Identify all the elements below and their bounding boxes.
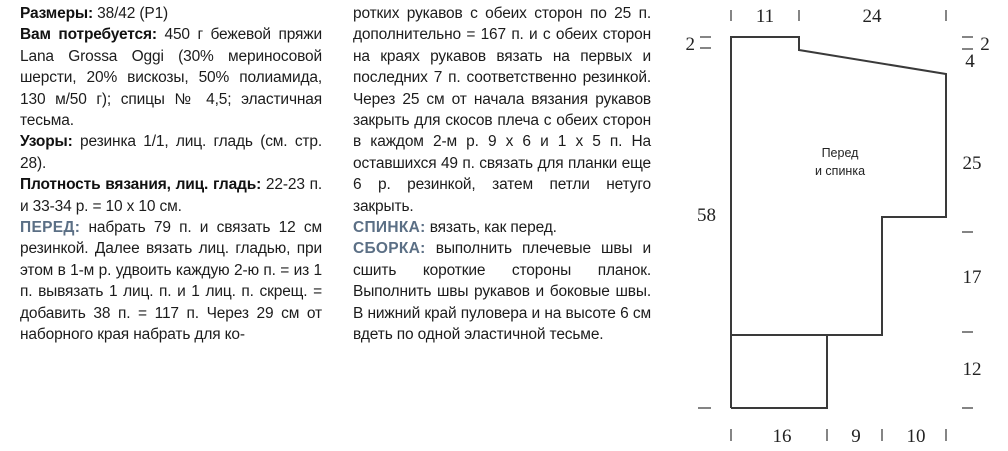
- materials-label: Вам потребуется:: [20, 26, 157, 44]
- patterns-paragraph: [20, 131, 322, 174]
- garment-outline: [731, 37, 946, 408]
- assembly-heading: СБОРКА:: [353, 240, 426, 258]
- gauge-label: Плотность вязания, лиц. гладь:: [20, 176, 262, 194]
- gauge-value: 22-23 п. и 33-34 р. = 10 х 10 см.: [20, 176, 323, 215]
- front-text: набрать 79 п. и связать 12 см резинкой. Далее вязать лиц. гладью, при этом в 1-м р. удвоить каждую 2-ю п. = из 1 п. вывязать 1 лиц. п. и 1 лиц. п. скрещ. = добавить 38 п. = 117 п. Через 29 см от наборного края набрать для ко-: [20, 219, 322, 344]
- top-width-body: 24: [862, 6, 882, 27]
- sizes-paragraph: [20, 3, 322, 24]
- patterns-value: резинка 1/1, лиц. гладь (см. стр. 28).: [20, 133, 322, 172]
- back-text: вязать, как перед.: [425, 219, 557, 237]
- materials-value: 450 г бежевой пряжи Lana Grossa Oggi (30% мериносовой шерсти, 20% вискозы, 50% полиамида, 130 м/50 г); спицы № 4,5; эластичная тесьма.: [20, 26, 322, 130]
- pattern-schematic: [670, 0, 1008, 451]
- front-continued-paragraph: [353, 3, 651, 217]
- bottom-width-rib: 10: [906, 426, 926, 447]
- right-ticks: [962, 37, 973, 408]
- piece-label-line1: Перед: [821, 146, 859, 160]
- right-dim-sleeve: 25: [962, 153, 982, 174]
- patterns-label: Узоры:: [20, 133, 73, 151]
- piece-label-line2: и спинка: [814, 164, 866, 178]
- left-dim-total-height: 58: [697, 205, 716, 226]
- right-dim-body: 17: [962, 267, 982, 288]
- left-dim-band: 2: [685, 34, 695, 55]
- back-paragraph: [353, 217, 651, 238]
- front-continued-text: ротких рукавов с обеих сторон по 25 п. дополнительно = 167 п. и с обеих сторон на краях рукавов вязать на первых и последних 7 п. соответственно резинкой. Через 25 см от начала вязания рукавов закрыть для скосов плеча с обеих сторон в каждом 2-м р. 9 х 6 и 1 х 5 п. На оставшихся 49 п. связать для планки еще 6 р. резинкой, затем петли нетуго закрыть.: [353, 5, 651, 215]
- gauge-paragraph: [20, 174, 322, 217]
- sizes-value: 38/42 (Р1): [93, 5, 169, 22]
- back-heading: СПИНКА:: [353, 219, 426, 237]
- assembly-text: выполнить плечевые швы и сшить короткие стороны планок. Выполнить швы рукавов и боковые швы. В нижний край пуловера и на высоте 6 см вдеть по одной эластичной тесьме.: [353, 240, 651, 344]
- instructions-column-left: [20, 3, 322, 346]
- assembly-paragraph: [353, 238, 651, 345]
- right-dim-band: 2: [980, 34, 990, 55]
- front-heading: ПЕРЕД:: [20, 219, 81, 237]
- sizes-label: Размеры:: [20, 5, 94, 22]
- top-width-shoulder: 11: [755, 6, 775, 27]
- right-dim-rib: 12: [962, 359, 982, 380]
- right-dim-shoulder-slope: 4: [965, 51, 975, 72]
- front-paragraph: [20, 217, 322, 345]
- instructions-column-right: [353, 3, 651, 346]
- materials-paragraph: [20, 24, 322, 131]
- bottom-width-sleeve: 9: [851, 426, 861, 447]
- bottom-width-body: 16: [772, 426, 792, 447]
